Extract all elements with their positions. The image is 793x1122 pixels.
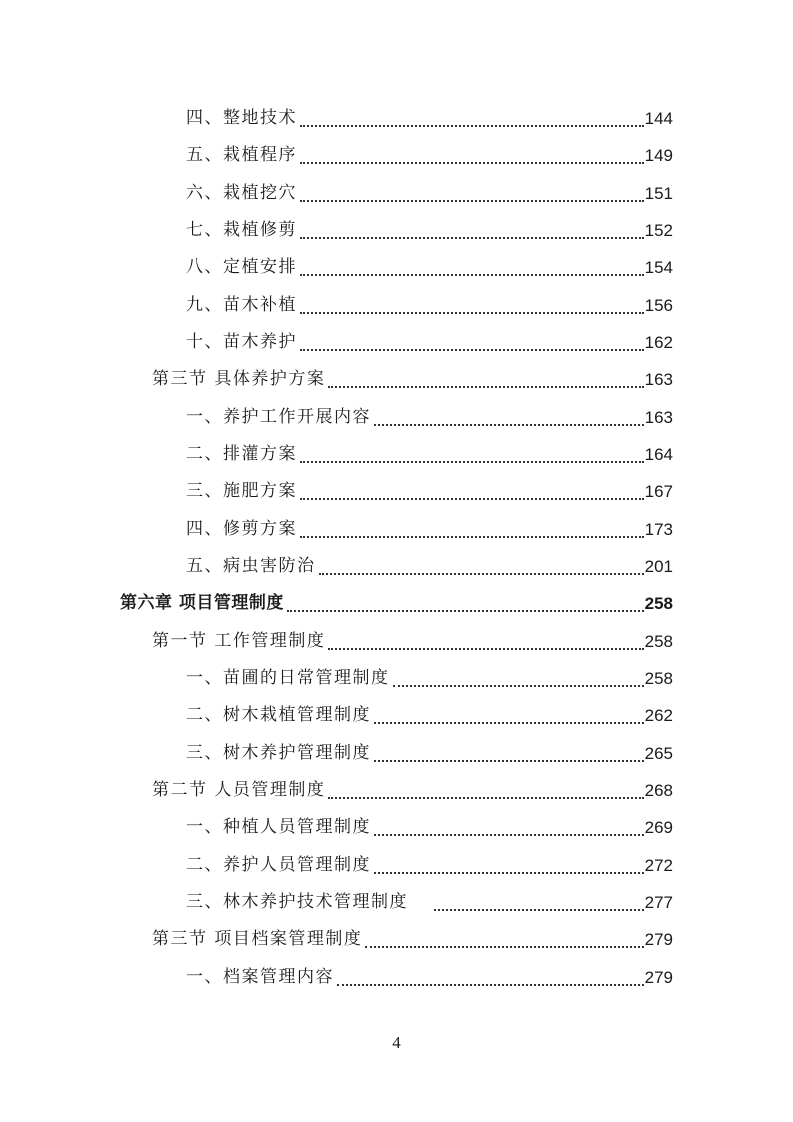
toc-entry-page: 258	[644, 632, 673, 651]
toc-entry-title: 四、整地技术	[186, 108, 297, 128]
toc-entry-page: 265	[644, 744, 673, 763]
toc-entry-page: 258	[644, 669, 673, 688]
toc-chapter-entry[interactable]	[120, 585, 673, 622]
toc-entry[interactable]	[186, 137, 673, 174]
toc-entry-page: 279	[644, 968, 673, 987]
dot-leader	[365, 921, 643, 958]
toc-section-entry[interactable]	[152, 772, 673, 809]
dot-leader	[328, 772, 643, 809]
dot-leader	[434, 884, 644, 921]
toc-entry[interactable]	[186, 548, 673, 585]
dot-leader	[300, 473, 644, 510]
toc-entry[interactable]	[186, 847, 673, 884]
dot-leader	[374, 399, 644, 436]
dot-leader	[374, 697, 644, 734]
toc-entry-title: 五、病虫害防治	[186, 556, 316, 576]
dot-leader	[328, 623, 643, 660]
toc-entry[interactable]	[186, 100, 673, 137]
dot-leader	[328, 361, 643, 398]
toc-entry-title: 一、苗圃的日常管理制度	[186, 668, 390, 688]
toc-entry[interactable]	[186, 884, 673, 921]
toc-entry-page: 154	[644, 258, 673, 277]
toc-section-entry[interactable]	[152, 921, 673, 958]
toc-entry-title: 八、定植安排	[186, 257, 297, 277]
toc-entry-page: 151	[644, 184, 673, 203]
dot-leader	[287, 585, 644, 622]
toc-entry-title: 第一节 工作管理制度	[152, 631, 326, 651]
dot-leader	[300, 249, 644, 286]
toc-entry-title: 第三节 项目档案管理制度	[152, 929, 363, 949]
toc-entry[interactable]	[186, 324, 673, 361]
toc-entry-page: 167	[644, 482, 673, 501]
toc-entry[interactable]	[186, 809, 673, 846]
toc-entry-title: 一、养护工作开展内容	[186, 407, 371, 427]
toc-entry[interactable]	[186, 436, 673, 473]
toc-entry[interactable]	[186, 660, 673, 697]
toc-entry-title: 一、档案管理内容	[186, 967, 334, 987]
toc-entry-page: 272	[644, 856, 673, 875]
dot-leader	[374, 809, 644, 846]
toc-entry-page: 277	[644, 893, 673, 912]
toc-entry-title: 二、树木栽植管理制度	[186, 705, 371, 725]
dot-leader	[374, 735, 644, 772]
toc-entry-page: 258	[644, 594, 673, 613]
toc-section-entry[interactable]	[152, 361, 673, 398]
dot-leader	[300, 212, 644, 249]
dot-leader	[300, 511, 644, 548]
toc-entry-title: 第二节 人员管理制度	[152, 780, 326, 800]
toc-entry[interactable]	[186, 735, 673, 772]
toc-entry-page: 279	[644, 930, 673, 949]
toc-entry-title: 三、树木养护管理制度	[186, 743, 371, 763]
dot-leader	[374, 847, 644, 884]
dot-leader	[300, 436, 644, 473]
page-number: 4	[392, 1033, 401, 1052]
toc-entry[interactable]	[186, 287, 673, 324]
toc-entry-page: 262	[644, 706, 673, 725]
toc-entry-page: 152	[644, 221, 673, 240]
toc-entry-title: 四、修剪方案	[186, 519, 297, 539]
toc-entry-title: 二、养护人员管理制度	[186, 855, 371, 875]
toc-entry-title: 五、栽植程序	[186, 145, 297, 165]
toc-entry-page: 162	[644, 333, 673, 352]
toc-entry-title: 二、排灌方案	[186, 444, 297, 464]
toc-entry-page: 173	[644, 520, 673, 539]
toc-entry-title: 一、种植人员管理制度	[186, 817, 371, 837]
dot-leader	[300, 287, 644, 324]
toc-entry-page: 201	[644, 557, 673, 576]
toc-section-entry[interactable]	[152, 623, 673, 660]
dot-leader	[393, 660, 644, 697]
toc-entry[interactable]	[186, 959, 673, 996]
toc-entry-title: 三、林木养护技术管理制度	[186, 892, 408, 912]
toc-entry-page: 163	[644, 370, 673, 389]
toc-entry-title: 七、栽植修剪	[186, 220, 297, 240]
dot-leader	[337, 959, 644, 996]
toc-entry[interactable]	[186, 175, 673, 212]
dot-leader	[319, 548, 644, 585]
toc-entry-title: 第六章 项目管理制度	[120, 593, 284, 613]
toc-entry-page: 268	[644, 781, 673, 800]
toc-entry-page: 269	[644, 818, 673, 837]
toc-entry[interactable]	[186, 697, 673, 734]
toc-entry-page: 144	[644, 109, 673, 128]
toc-entry-title: 三、施肥方案	[186, 481, 297, 501]
toc-entry-title: 九、苗木补植	[186, 295, 297, 315]
toc-entry-page: 164	[644, 445, 673, 464]
toc-entry[interactable]	[186, 511, 673, 548]
dot-leader	[300, 175, 644, 212]
toc-entry[interactable]	[186, 399, 673, 436]
toc-entry-page: 163	[644, 408, 673, 427]
toc-entry-page: 149	[644, 146, 673, 165]
toc-entry-title: 第三节 具体养护方案	[152, 369, 326, 389]
toc-entry[interactable]	[186, 249, 673, 286]
toc-entry-title: 十、苗木养护	[186, 332, 297, 352]
toc-entry-title: 六、栽植挖穴	[186, 183, 297, 203]
toc-entry[interactable]	[186, 473, 673, 510]
dot-leader	[300, 324, 644, 361]
toc-entry[interactable]	[186, 212, 673, 249]
dot-leader	[300, 100, 644, 137]
dot-leader	[300, 137, 644, 174]
toc-entry-page: 156	[644, 296, 673, 315]
